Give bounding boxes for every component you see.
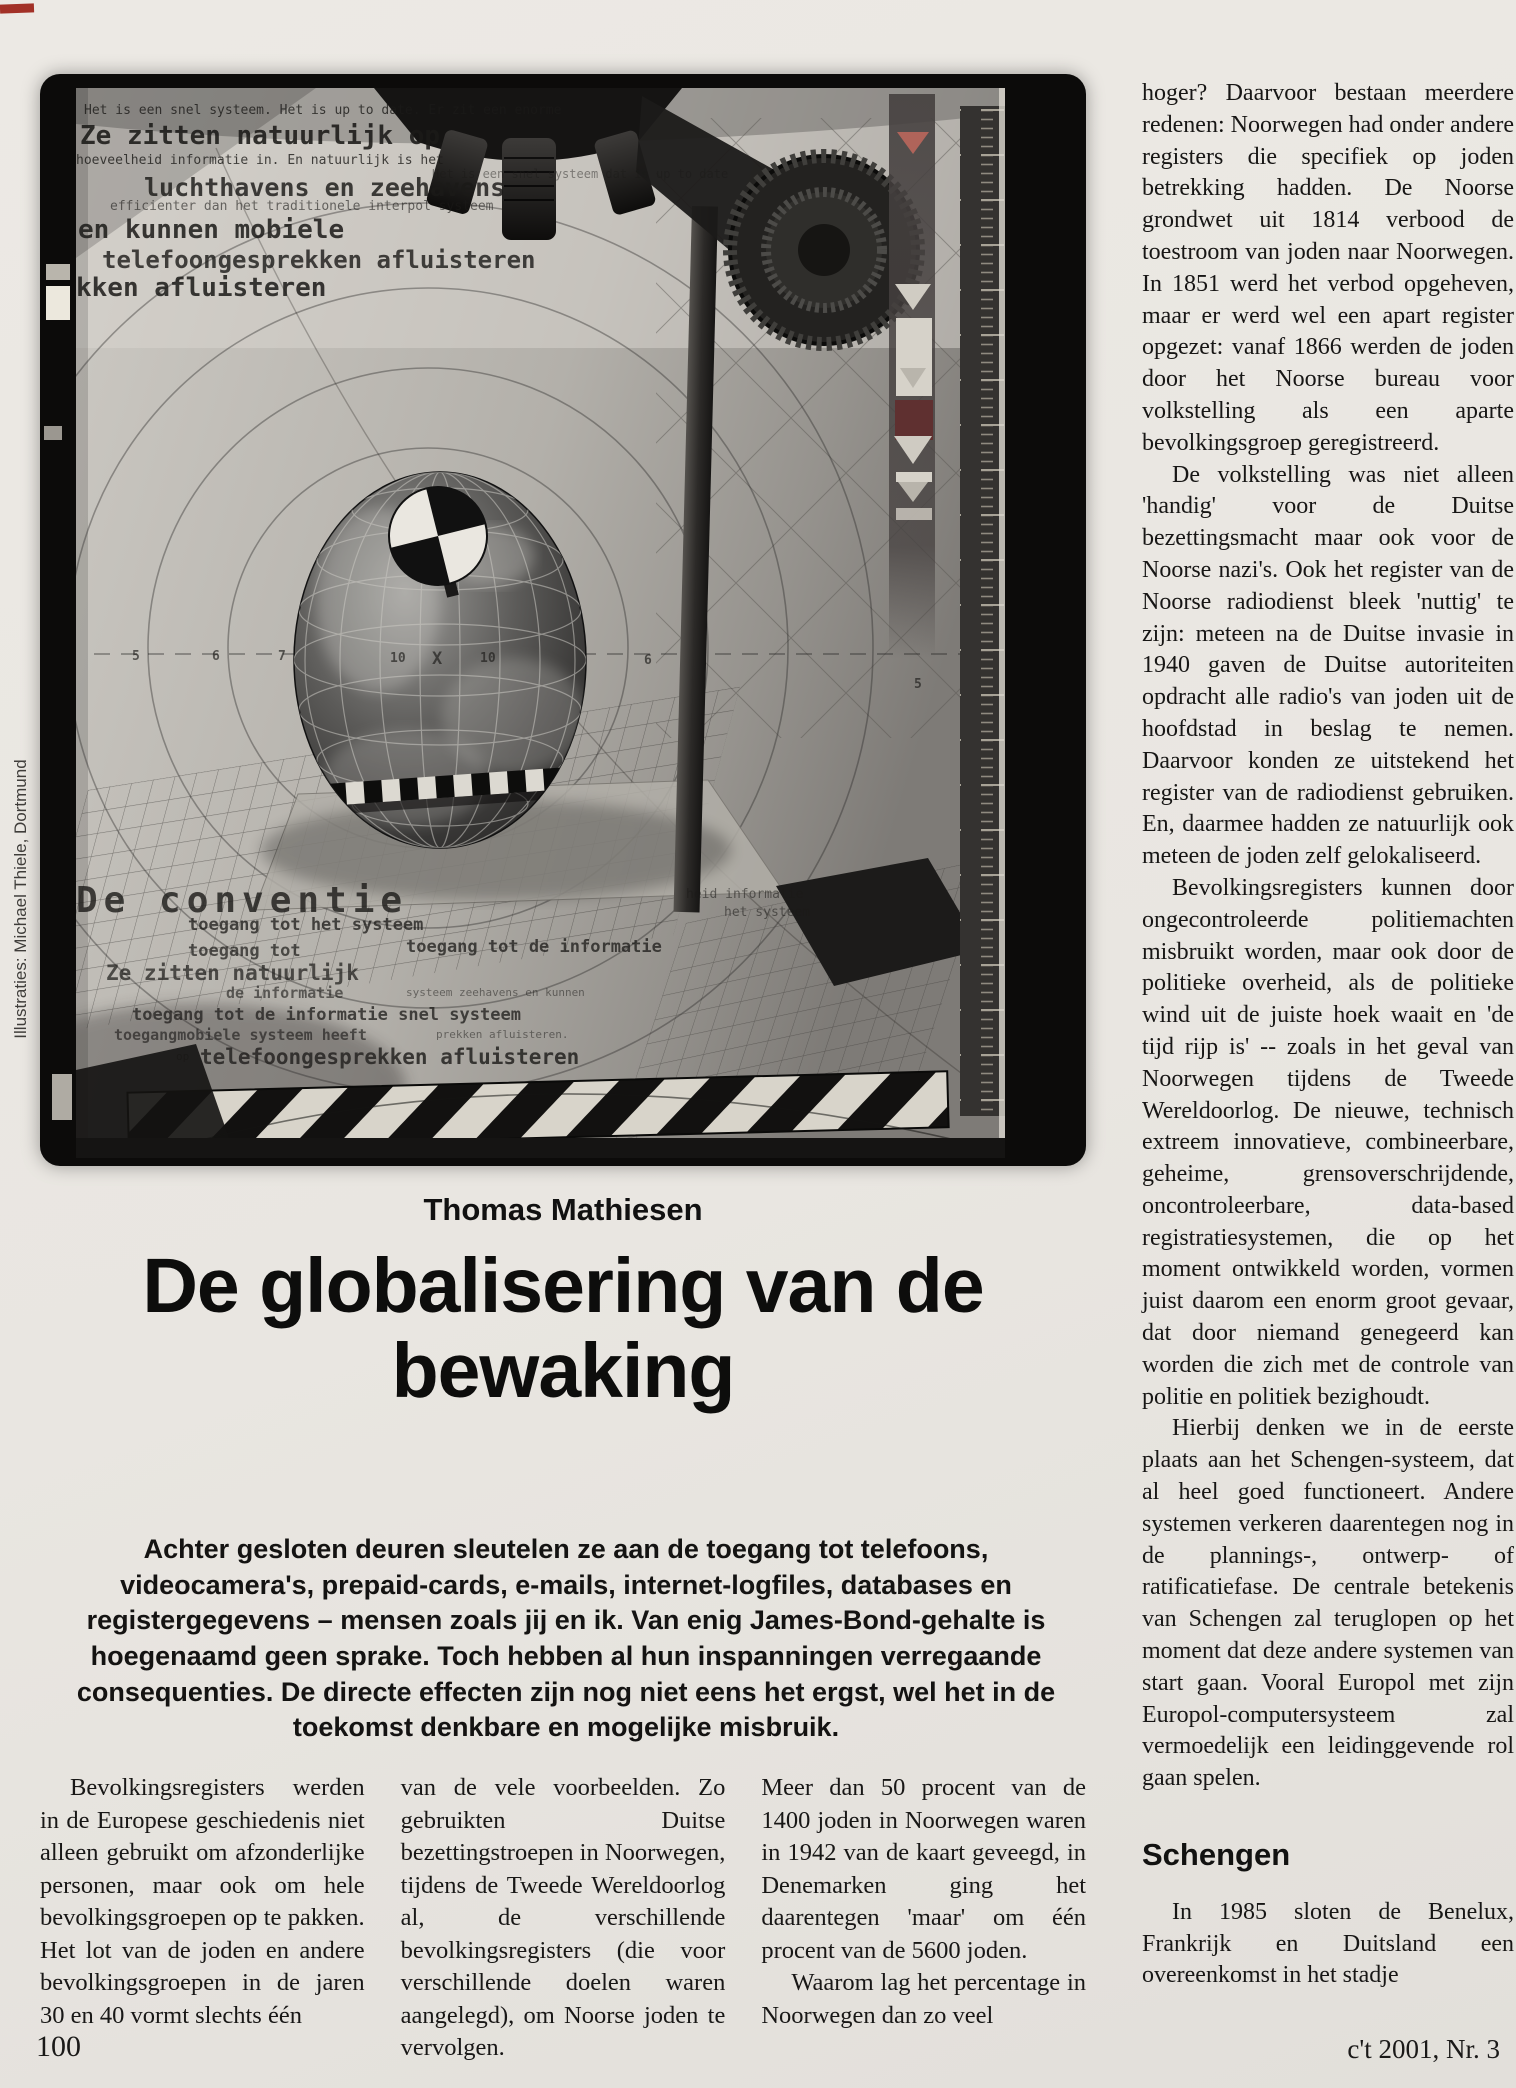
typewriter-line: toegang tot het systeem bbox=[188, 915, 424, 935]
body-column-1 bbox=[40, 1772, 365, 2065]
axis-label: 7 bbox=[278, 649, 286, 664]
typewriter-line: efficienter dan het traditionele interpol systeem bbox=[110, 199, 494, 214]
axis-label: 6 bbox=[644, 653, 652, 668]
typewriter-line-ghost: prekken afluisteren. bbox=[436, 1028, 569, 1041]
ruler bbox=[960, 88, 1005, 1158]
typewriter-line: Ze zitten natuurlijk op bbox=[80, 121, 441, 151]
film-edge-mark bbox=[52, 1074, 72, 1120]
typewriter-line-ghost: het systeem bbox=[724, 905, 811, 920]
body-paragraph: In 1985 sloten de Benelux, Frankrijk en Duitsland een overeenkomst in het stadje bbox=[1142, 1898, 1514, 1989]
title-line-2: bewaking bbox=[391, 1327, 735, 1414]
typewriter-line: Ze zitten natuurlijk bbox=[106, 961, 359, 985]
objective-lens bbox=[502, 138, 556, 240]
typewriter-line: toegangmobiele systeem heeft bbox=[114, 1026, 367, 1044]
typewriter-line: telefoongesprekken afluisteren bbox=[200, 1045, 580, 1069]
marker-strip bbox=[889, 94, 935, 659]
body-paragraph: Waarom lag het percentage in Noorwegen dan zo veel bbox=[761, 1969, 1087, 2029]
typewriter-line-ghost: heid informatie bbox=[686, 887, 804, 902]
page-title bbox=[10, 1244, 1116, 1413]
right-column bbox=[1142, 78, 1514, 1992]
body-paragraph: Bevolkingsregisters werden in de Europese geschiedenis niet alleen gebruikt om afzonderlijke personen, maar ook om hele bevolkingsgroepen op te pakken. Het lot van de joden en andere bevolkingsgroepen in de jaren 30 en 40 vormt slechts één bbox=[40, 1774, 365, 2029]
page-number: 100 bbox=[36, 2030, 81, 2063]
issue-label: c't 2001, Nr. 3 bbox=[1347, 2034, 1500, 2064]
body-paragraph: Bevolkingsregisters kunnen door ongecontroleerde politiemachten misbruikt worden, maar ook door de politieke overheid, als de politieke wind uit de juiste hoek waait en 'de tijd rijp is' -- zoals in het geval van Noorwegen tijdens de Tweede Wereldoorlog. De nieuwe, technisch extreem innovatieve, combineerbare, geheime, grensoverschrijdende, oncontroleerbare, data-based registratiesystemen, die op het moment ontwikkeld worden, vormen juist daarom een enorm groot gevaar, dat door niemand genegeerd kan worden die zich met de controle van politie en politiek bezighoudt. bbox=[1142, 874, 1514, 1410]
axis-label: 6 bbox=[212, 649, 220, 664]
axis-label: 5 bbox=[914, 677, 922, 692]
surveillance-photomontage bbox=[76, 88, 1005, 1158]
film-edge-mark bbox=[46, 286, 70, 320]
illustration-frame bbox=[40, 74, 1086, 1166]
axis-label: X bbox=[432, 649, 443, 669]
section-heading-schengen: Schengen bbox=[1142, 1837, 1291, 1873]
illustration-credit: Illustraties: Michael Thiele, Dortmund bbox=[11, 759, 30, 1039]
typewriter-line: kken afluisteren bbox=[76, 273, 327, 303]
body-columns bbox=[40, 1772, 1086, 2065]
axis-label: 10 bbox=[390, 651, 406, 666]
axis-label: 10 bbox=[480, 651, 496, 666]
title-line-1: De globalisering van de bbox=[142, 1243, 984, 1329]
typewriter-line-ghost: systeem zeehavens en kunnen bbox=[406, 986, 585, 999]
typewriter-line: toegang tot de informatie snel systeem bbox=[132, 1005, 521, 1025]
typewriter-line: en kunnen mobiele bbox=[78, 215, 345, 245]
film-edge-mark bbox=[46, 264, 70, 280]
typewriter-line: telefoongesprekken afluisteren bbox=[102, 246, 536, 274]
photomontage-svg bbox=[76, 88, 1005, 1158]
typewriter-line: toegang tot bbox=[188, 941, 301, 961]
typewriter-line: hoeveelheid informatie in. En natuurlijk is het bbox=[76, 153, 444, 168]
typewriter-line: luchthavens en zeehavens bbox=[144, 173, 506, 202]
typewriter-line: Het is een snel systeem. Het is up to date. Er zit een enorme bbox=[84, 103, 562, 118]
author-byline: Thomas Mathiesen bbox=[423, 1192, 703, 1227]
registration-mark bbox=[0, 3, 34, 13]
body-paragraph: Hierbij denken we in de eerste plaats aan het Schengen-systeem, dat al heel goed functioneert. Andere systemen verkeren daarentegen nog in de plannings-, ontwerp- of ratificatiefase. De centrale betekenis van Schengen zal teruglopen op het moment dat deze andere systemen van start gaan. Vooral Europol met zijn Europol-computersysteem zal vermoedelijk een leidinggevende rol gaan spelen. bbox=[1142, 1415, 1514, 1792]
body-paragraph: hoger? Daarvoor bestaan meerdere redenen: Noorwegen had onder andere registers die specifiek op joden betrekking hadden. De Noorse grondwet uit 1814 verbood de toestroom van joden naar Noorwegen. In 1851 werd het verbod opgeheven, maar er werd wel een apart register opgezet: vanaf 1866 werden de joden door het Noorse bureau voor volkstelling als een aparte bevolkingsgroep geregistreerd. bbox=[1142, 80, 1514, 456]
body-column-2 bbox=[401, 1772, 726, 2065]
typewriter-line-ghost: Het is een snel systeem dat is up to date bbox=[432, 167, 729, 181]
typewriter-line: de informatie bbox=[226, 984, 344, 1002]
body-paragraph: van de vele voorbeelden. Zo gebruikten Duitse bezettingstroepen in Noorwegen, tijdens de Tweede Wereldoorlog al, de verschillende bevolkingsregisters (die voor verschillende doelen waren aangelegd), om Noorse joden te vervolgen. bbox=[400, 1774, 726, 2061]
body-paragraph: Meer dan 50 procent van de 1400 joden in Noorwegen waren in 1942 van de kaart geveegd, in Denemarken ging het daarentegen 'maar' om één procent van de 5600 joden. bbox=[761, 1774, 1087, 1964]
body-paragraph: De volkstelling was niet alleen 'handig' voor de Duitse bezettingsmacht maar ook voor de Noorse nazi's. Ook het register van de Noorse radiodienst bleek 'nuttig' te zijn: meteen na de Duitse invasie in 1940 gaven de Duitse autoriteiten opdracht alle radio's van joden uit de hoofdstad in beslag te nemen. Daarvoor konden ze uitstekend het register van de radiodienst gebruiken. En, daarmee hadden ze natuurlijk ook meteen de joden zelf gelokaliseerd. bbox=[1142, 461, 1514, 870]
body-column-3 bbox=[761, 1772, 1086, 2065]
intro-paragraph: Achter gesloten deuren sleutelen ze aan de toegang tot telefoons, videocamera's, prepaid-cards, e-mails, internet-logfiles, databases en registergegevens – mensen zoals jij en ik. Van enig James-Bond-gehalte is hoegenaamd geen sprake. Toch hebben al hun inspanningen verregaande consequenties. De directe effecten zijn nog niet eens het ergst, wel het in de toekomst denkbare en mogelijke misbruik. bbox=[76, 1534, 1056, 1743]
film-edge-mark bbox=[44, 426, 62, 440]
typewriter-line: De conventie bbox=[76, 880, 409, 921]
axis-label: 5 bbox=[132, 649, 140, 664]
typewriter-line: toegang tot de informatie bbox=[406, 937, 662, 957]
